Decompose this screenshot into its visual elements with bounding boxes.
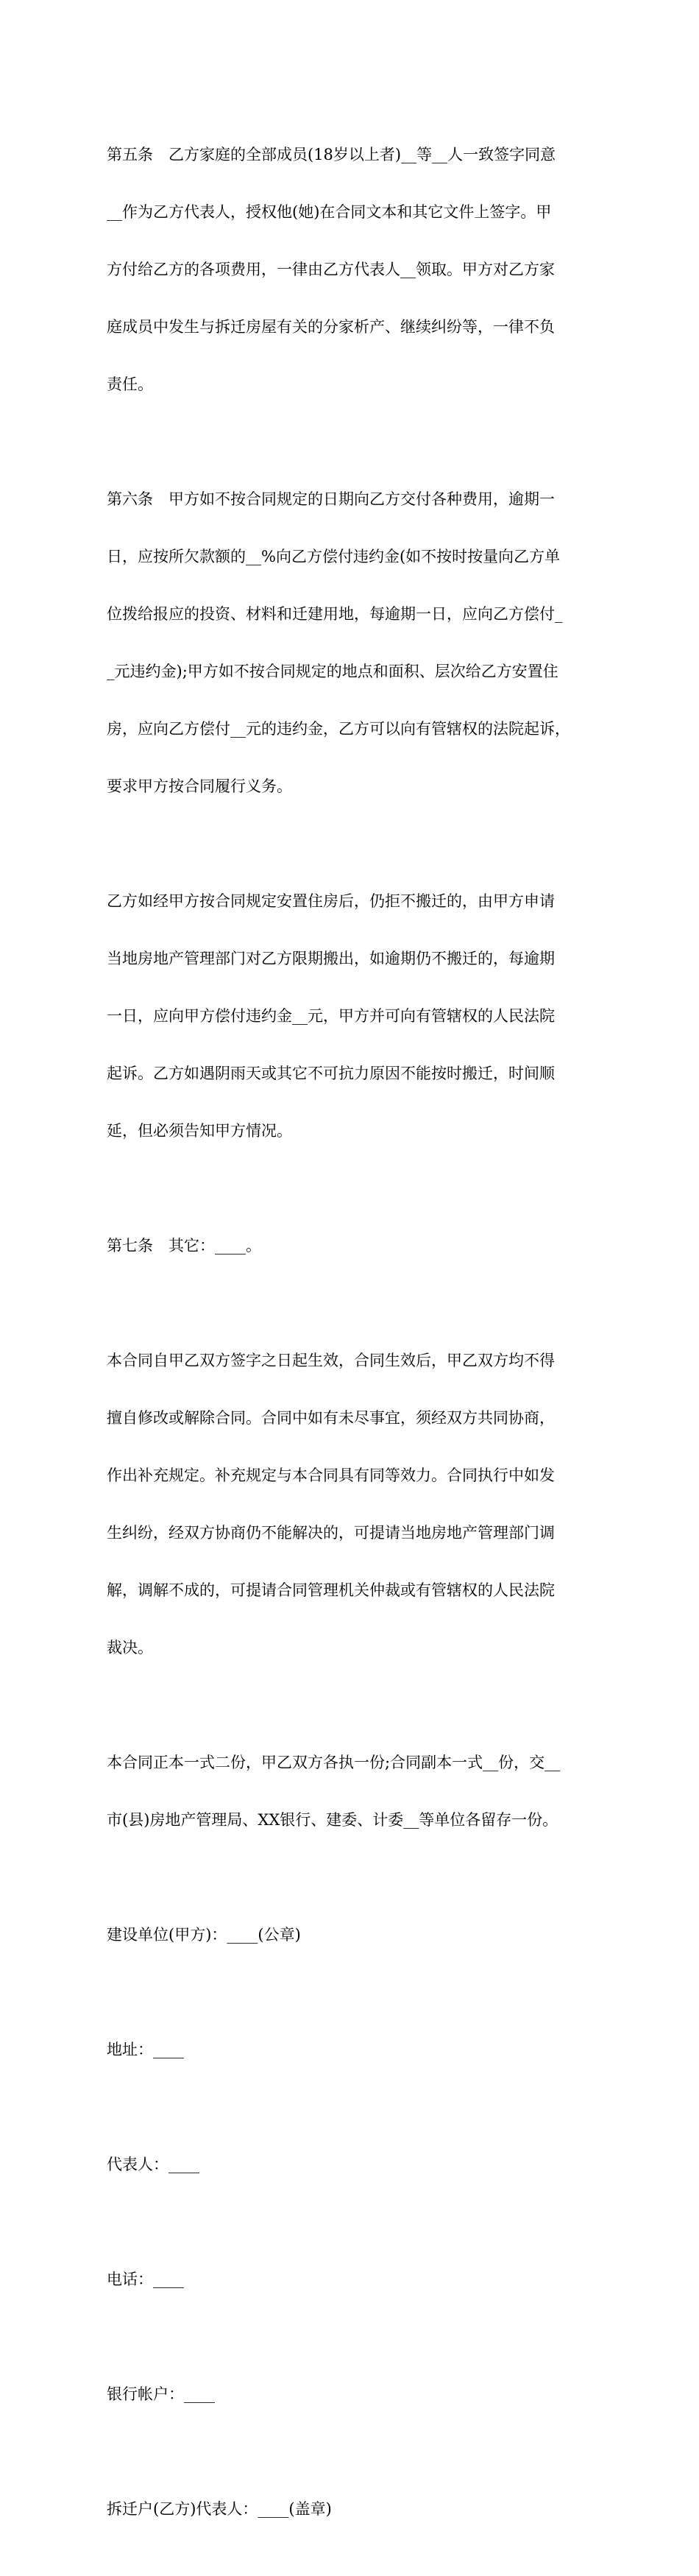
text-line: 代表人：____	[107, 2156, 199, 2173]
text-line: 位拨给报应的投资、材料和迁建用地，每逾期一日，应向乙方偿付_	[107, 605, 563, 623]
clause-7	[107, 1198, 603, 1294]
clause-5	[107, 107, 603, 432]
address-field	[107, 2002, 603, 2097]
text-line: 方付给乙方的各项费用，一律由乙方代表人__领取。甲方对乙方家	[107, 261, 555, 278]
text-line: 日，应按所欠款额的__%向乙方偿付违约金(如不按时按量向乙方单	[107, 548, 561, 565]
text-line: _元违约金);甲方如不按合同规定的地点和面积、层次给乙方安置住	[107, 663, 558, 680]
text-line: 要求甲方按合同履行义务。	[107, 777, 292, 795]
clause-6-continued	[107, 853, 603, 1179]
text-line: 房，应向乙方偿付__元的违约金，乙方可以向有管辖权的法院起诉，	[107, 720, 570, 738]
copies-clause	[107, 1715, 603, 1868]
text-line: 起诉。乙方如遇阴雨天或其它不可抗力原因不能按时搬迁，时间顺	[107, 1065, 555, 1082]
party-b-signature	[107, 2461, 603, 2557]
text-line: 市(县)房地产管理局、XX银行、建委、计委__等单位各留存一份。	[107, 1811, 558, 1829]
text-line: 乙方如经甲方按合同规定安置住房后，仍拒不搬迁的，由甲方申请	[107, 892, 555, 910]
text-line: 建设单位(甲方)：____(公章)	[107, 1926, 301, 1944]
text-line: 擅自修改或解除合同。合同中如有未尽事宜，须经双方共同协商，	[107, 1409, 555, 1427]
text-line: 庭成员中发生与拆迁房屋有关的分家析产、继续纠纷等，一律不负	[107, 318, 555, 336]
document-page	[107, 107, 603, 2576]
representative-field	[107, 2117, 603, 2212]
effective-clause	[107, 1313, 603, 1695]
text-line: 作出补充规定。补充规定与本合同具有同等效力。合同执行中如发	[107, 1467, 555, 1484]
text-line: 当地房地产管理部门对乙方限期搬出，如逾期仍不搬迁的，每逾期	[107, 950, 555, 967]
text-line: 电话：____	[107, 2270, 184, 2288]
text-line: 地址：____	[107, 2041, 184, 2058]
text-line: 拆迁户(乙方)代表人：____(盖章)	[107, 2500, 332, 2518]
text-line: 第五条 乙方家庭的全部成员(18岁以上者)__等__人一致签字同意	[107, 146, 556, 163]
text-line: 责任。	[107, 375, 153, 393]
text-line: 生纠纷，经双方协商仍不能解决的，可提请当地房地产管理部门调	[107, 1524, 555, 1542]
text-line: 第七条 其它：____。	[107, 1237, 261, 1255]
phone-field	[107, 2231, 603, 2327]
text-line: 第六条 甲方如不按合同规定的日期向乙方交付各种费用，逾期一	[107, 490, 555, 508]
text-line: 银行帐户：____	[107, 2385, 215, 2403]
party-a-signature	[107, 1887, 603, 1983]
text-line: 解，调解不成的，可提请合同管理机关仲裁或有管辖权的人民法院	[107, 1581, 555, 1599]
text-line: 本合同自甲乙双方签字之日起生效，合同生效后，甲乙双方均不得	[107, 1352, 555, 1369]
text-line: 本合同正本一式二份，甲乙双方各执一份;合同副本一式__份，交__	[107, 1754, 561, 1771]
text-line: 裁决。	[107, 1639, 153, 1656]
bank-account-field	[107, 2346, 603, 2442]
text-line: 延，但必须告知甲方情况。	[107, 1122, 292, 1140]
text-line: 一日，应向甲方偿付违约金__元，甲方并可向有管辖权的人民法院	[107, 1007, 555, 1025]
clause-6	[107, 451, 603, 834]
text-line: __作为乙方代表人，授权他(她)在合同文本和其它文件上签字。甲	[107, 203, 552, 221]
